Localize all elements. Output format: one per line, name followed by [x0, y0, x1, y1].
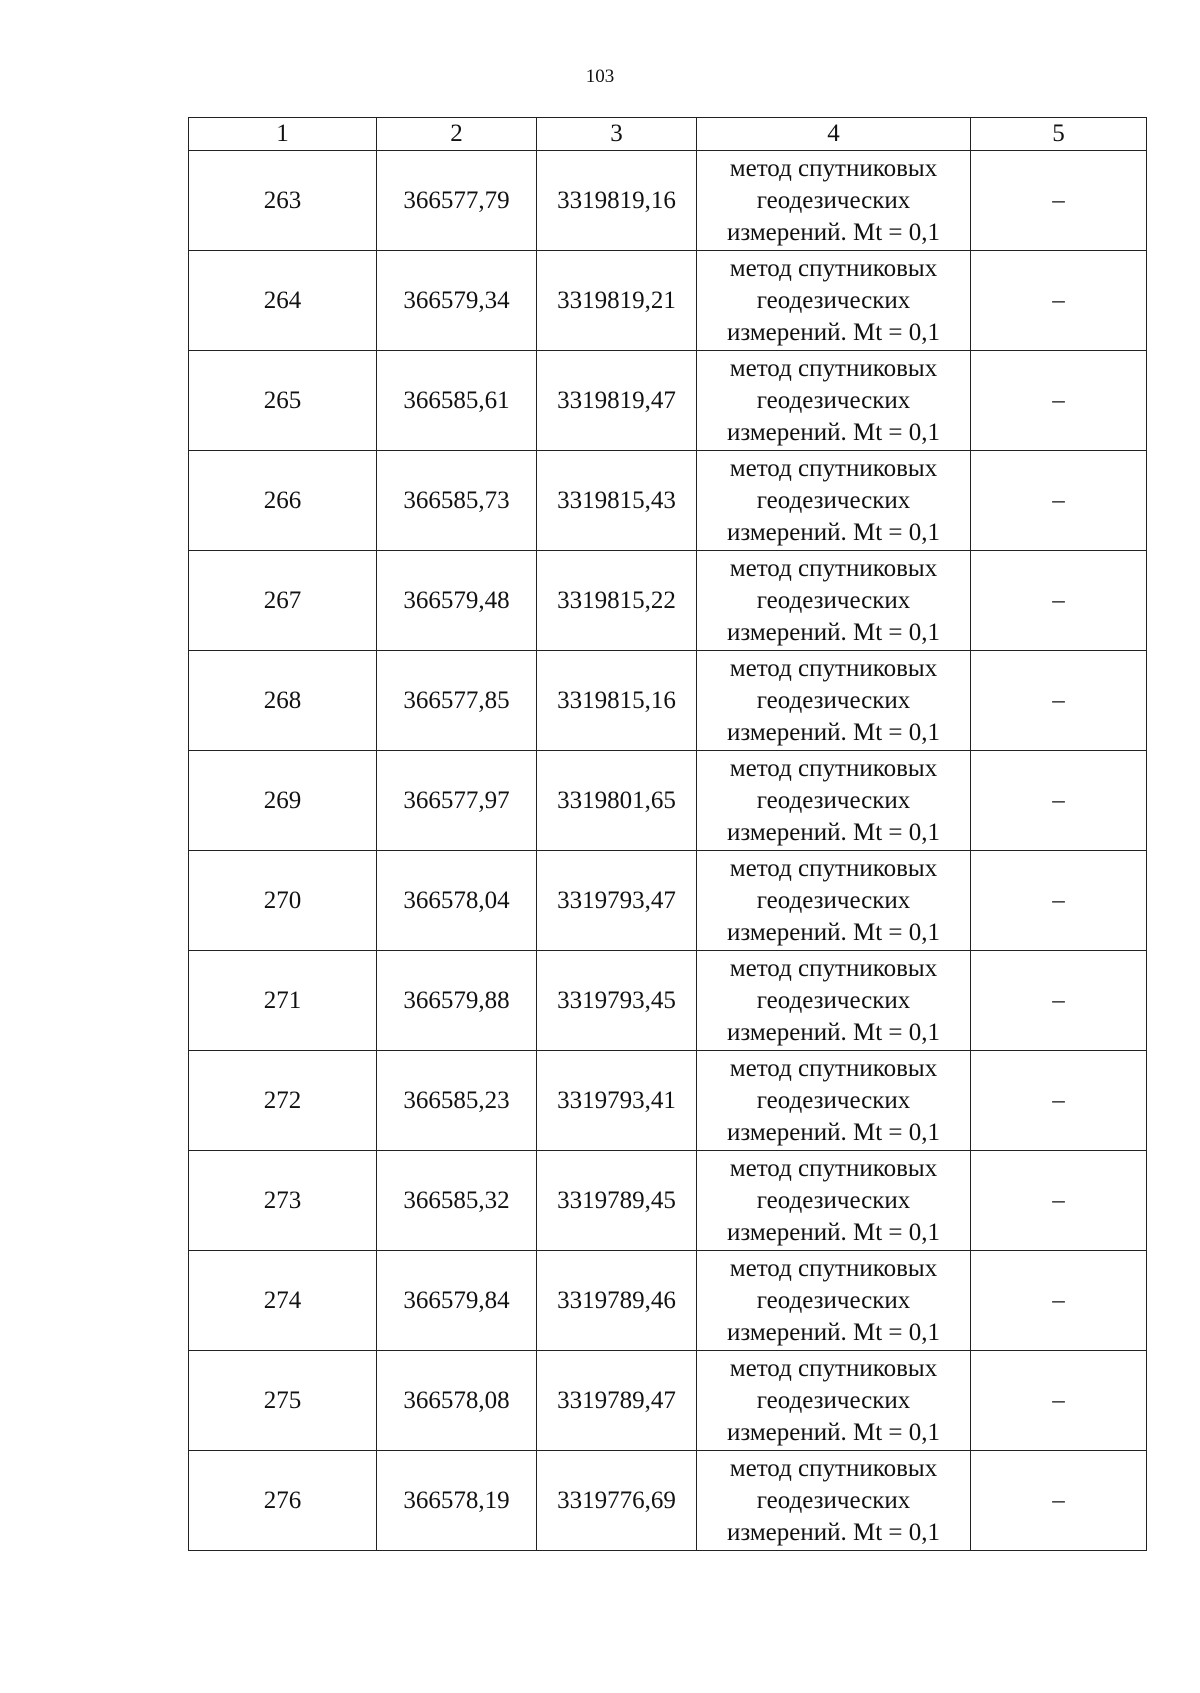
method-text-line: геодезических [756, 1486, 911, 1514]
point-number-cell: 267 [189, 551, 377, 651]
table-row [189, 751, 1147, 851]
y-coordinate-cell: 3319819,47 [537, 351, 697, 451]
point-number-cell: 272 [189, 1051, 377, 1151]
x-coordinate-cell: 366578,08 [377, 1351, 537, 1451]
method-text-line: метод спутниковых [729, 1154, 938, 1182]
table-row [189, 1251, 1147, 1351]
method-text-line: измерений. Mt = 0,1 [726, 418, 941, 446]
table-row [189, 1351, 1147, 1451]
y-coordinate-cell: 3319793,45 [537, 951, 697, 1051]
table-row [189, 351, 1147, 451]
method-text-line: измерений. Mt = 0,1 [726, 1418, 941, 1446]
point-number-cell: 263 [189, 151, 377, 251]
method-text-line: метод спутниковых [729, 854, 938, 882]
y-coordinate-cell: 3319815,16 [537, 651, 697, 751]
column-header: 4 [697, 118, 971, 151]
method-text-line: геодезических [756, 486, 911, 514]
method-text-line: геодезических [756, 186, 911, 214]
method-text-line: метод спутниковых [729, 454, 938, 482]
method-text-line: измерений. Mt = 0,1 [726, 218, 941, 246]
table-row [189, 951, 1147, 1051]
y-coordinate-cell: 3319815,22 [537, 551, 697, 651]
method-text-line: измерений. Mt = 0,1 [726, 318, 941, 346]
method-cell [697, 451, 971, 551]
method-text-line: измерений. Mt = 0,1 [726, 1118, 941, 1146]
table-row [189, 451, 1147, 551]
table-row [189, 1451, 1147, 1551]
method-text-line: геодезических [756, 986, 911, 1014]
y-coordinate-cell: 3319815,43 [537, 451, 697, 551]
method-text-line: геодезических [756, 286, 911, 314]
method-text-line: геодезических [756, 586, 911, 614]
column-header: 3 [537, 118, 697, 151]
point-number-cell: 266 [189, 451, 377, 551]
method-cell [697, 251, 971, 351]
note-cell: – [971, 851, 1147, 951]
method-cell [697, 851, 971, 951]
method-text-line: геодезических [756, 1086, 911, 1114]
x-coordinate-cell: 366578,19 [377, 1451, 537, 1551]
method-text-line: метод спутниковых [729, 954, 938, 982]
point-number-cell: 268 [189, 651, 377, 751]
coordinates-table [188, 117, 1147, 1551]
y-coordinate-cell: 3319789,46 [537, 1251, 697, 1351]
x-coordinate-cell: 366578,04 [377, 851, 537, 951]
table-row [189, 1051, 1147, 1151]
method-text-line: измерений. Mt = 0,1 [726, 1318, 941, 1346]
y-coordinate-cell: 3319801,65 [537, 751, 697, 851]
method-text-line: метод спутниковых [729, 1454, 938, 1482]
method-text-line: измерений. Mt = 0,1 [726, 518, 941, 546]
method-cell [697, 1351, 971, 1451]
method-cell [697, 1151, 971, 1251]
x-coordinate-cell: 366579,88 [377, 951, 537, 1051]
note-cell: – [971, 1151, 1147, 1251]
method-text-line: геодезических [756, 1186, 911, 1214]
column-header: 1 [189, 118, 377, 151]
x-coordinate-cell: 366577,79 [377, 151, 537, 251]
y-coordinate-cell: 3319793,47 [537, 851, 697, 951]
column-header: 5 [971, 118, 1147, 151]
table-header-row [189, 118, 1147, 151]
y-coordinate-cell: 3319776,69 [537, 1451, 697, 1551]
x-coordinate-cell: 366585,61 [377, 351, 537, 451]
method-text-line: измерений. Mt = 0,1 [726, 1218, 941, 1246]
note-cell: – [971, 1051, 1147, 1151]
method-text-line: геодезических [756, 1386, 911, 1414]
method-text-line: геодезических [756, 886, 911, 914]
note-cell: – [971, 751, 1147, 851]
method-text-line: метод спутниковых [729, 1054, 938, 1082]
table-row [189, 251, 1147, 351]
y-coordinate-cell: 3319819,21 [537, 251, 697, 351]
y-coordinate-cell: 3319819,16 [537, 151, 697, 251]
method-cell [697, 351, 971, 451]
note-cell: – [971, 1251, 1147, 1351]
method-text-line: измерений. Mt = 0,1 [726, 918, 941, 946]
y-coordinate-cell: 3319789,47 [537, 1351, 697, 1451]
column-header: 2 [377, 118, 537, 151]
method-cell [697, 151, 971, 251]
coordinates-table-container [188, 117, 1146, 1551]
point-number-cell: 276 [189, 1451, 377, 1551]
method-cell [697, 1051, 971, 1151]
method-text-line: метод спутниковых [729, 1354, 938, 1382]
method-cell [697, 1251, 971, 1351]
point-number-cell: 270 [189, 851, 377, 951]
x-coordinate-cell: 366585,23 [377, 1051, 537, 1151]
note-cell: – [971, 951, 1147, 1051]
point-number-cell: 265 [189, 351, 377, 451]
y-coordinate-cell: 3319793,41 [537, 1051, 697, 1151]
method-text-line: метод спутниковых [729, 354, 938, 382]
point-number-cell: 271 [189, 951, 377, 1051]
method-text-line: метод спутниковых [729, 754, 938, 782]
point-number-cell: 275 [189, 1351, 377, 1451]
method-text-line: метод спутниковых [729, 654, 938, 682]
method-text-line: геодезических [756, 786, 911, 814]
method-text-line: метод спутниковых [729, 254, 938, 282]
page-number: 103 [585, 66, 615, 87]
method-text-line: метод спутниковых [729, 1254, 938, 1282]
x-coordinate-cell: 366577,85 [377, 651, 537, 751]
method-cell [697, 751, 971, 851]
table-body [189, 151, 1147, 1551]
method-text-line: метод спутниковых [729, 554, 938, 582]
method-cell [697, 951, 971, 1051]
note-cell: – [971, 1451, 1147, 1551]
point-number-cell: 264 [189, 251, 377, 351]
note-cell: – [971, 651, 1147, 751]
x-coordinate-cell: 366585,32 [377, 1151, 537, 1251]
table-row [189, 851, 1147, 951]
method-text-line: геодезических [756, 386, 911, 414]
point-number-cell: 274 [189, 1251, 377, 1351]
method-cell [697, 1451, 971, 1551]
x-coordinate-cell: 366579,84 [377, 1251, 537, 1351]
point-number-cell: 269 [189, 751, 377, 851]
method-cell [697, 651, 971, 751]
table-row [189, 151, 1147, 251]
note-cell: – [971, 351, 1147, 451]
point-number-cell: 273 [189, 1151, 377, 1251]
method-text-line: измерений. Mt = 0,1 [726, 818, 941, 846]
method-text-line: метод спутниковых [729, 154, 938, 182]
x-coordinate-cell: 366579,48 [377, 551, 537, 651]
method-text-line: измерений. Mt = 0,1 [726, 1018, 941, 1046]
y-coordinate-cell: 3319789,45 [537, 1151, 697, 1251]
method-text-line: геодезических [756, 686, 911, 714]
x-coordinate-cell: 366579,34 [377, 251, 537, 351]
note-cell: – [971, 551, 1147, 651]
method-text-line: геодезических [756, 1286, 911, 1314]
table-row [189, 1151, 1147, 1251]
note-cell: – [971, 151, 1147, 251]
note-cell: – [971, 251, 1147, 351]
table-row [189, 651, 1147, 751]
x-coordinate-cell: 366585,73 [377, 451, 537, 551]
method-text-line: измерений. Mt = 0,1 [726, 618, 941, 646]
method-text-line: измерений. Mt = 0,1 [726, 718, 941, 746]
x-coordinate-cell: 366577,97 [377, 751, 537, 851]
note-cell: – [971, 1351, 1147, 1451]
table-row [189, 551, 1147, 651]
method-text-line: измерений. Mt = 0,1 [726, 1518, 941, 1546]
method-cell [697, 551, 971, 651]
note-cell: – [971, 451, 1147, 551]
